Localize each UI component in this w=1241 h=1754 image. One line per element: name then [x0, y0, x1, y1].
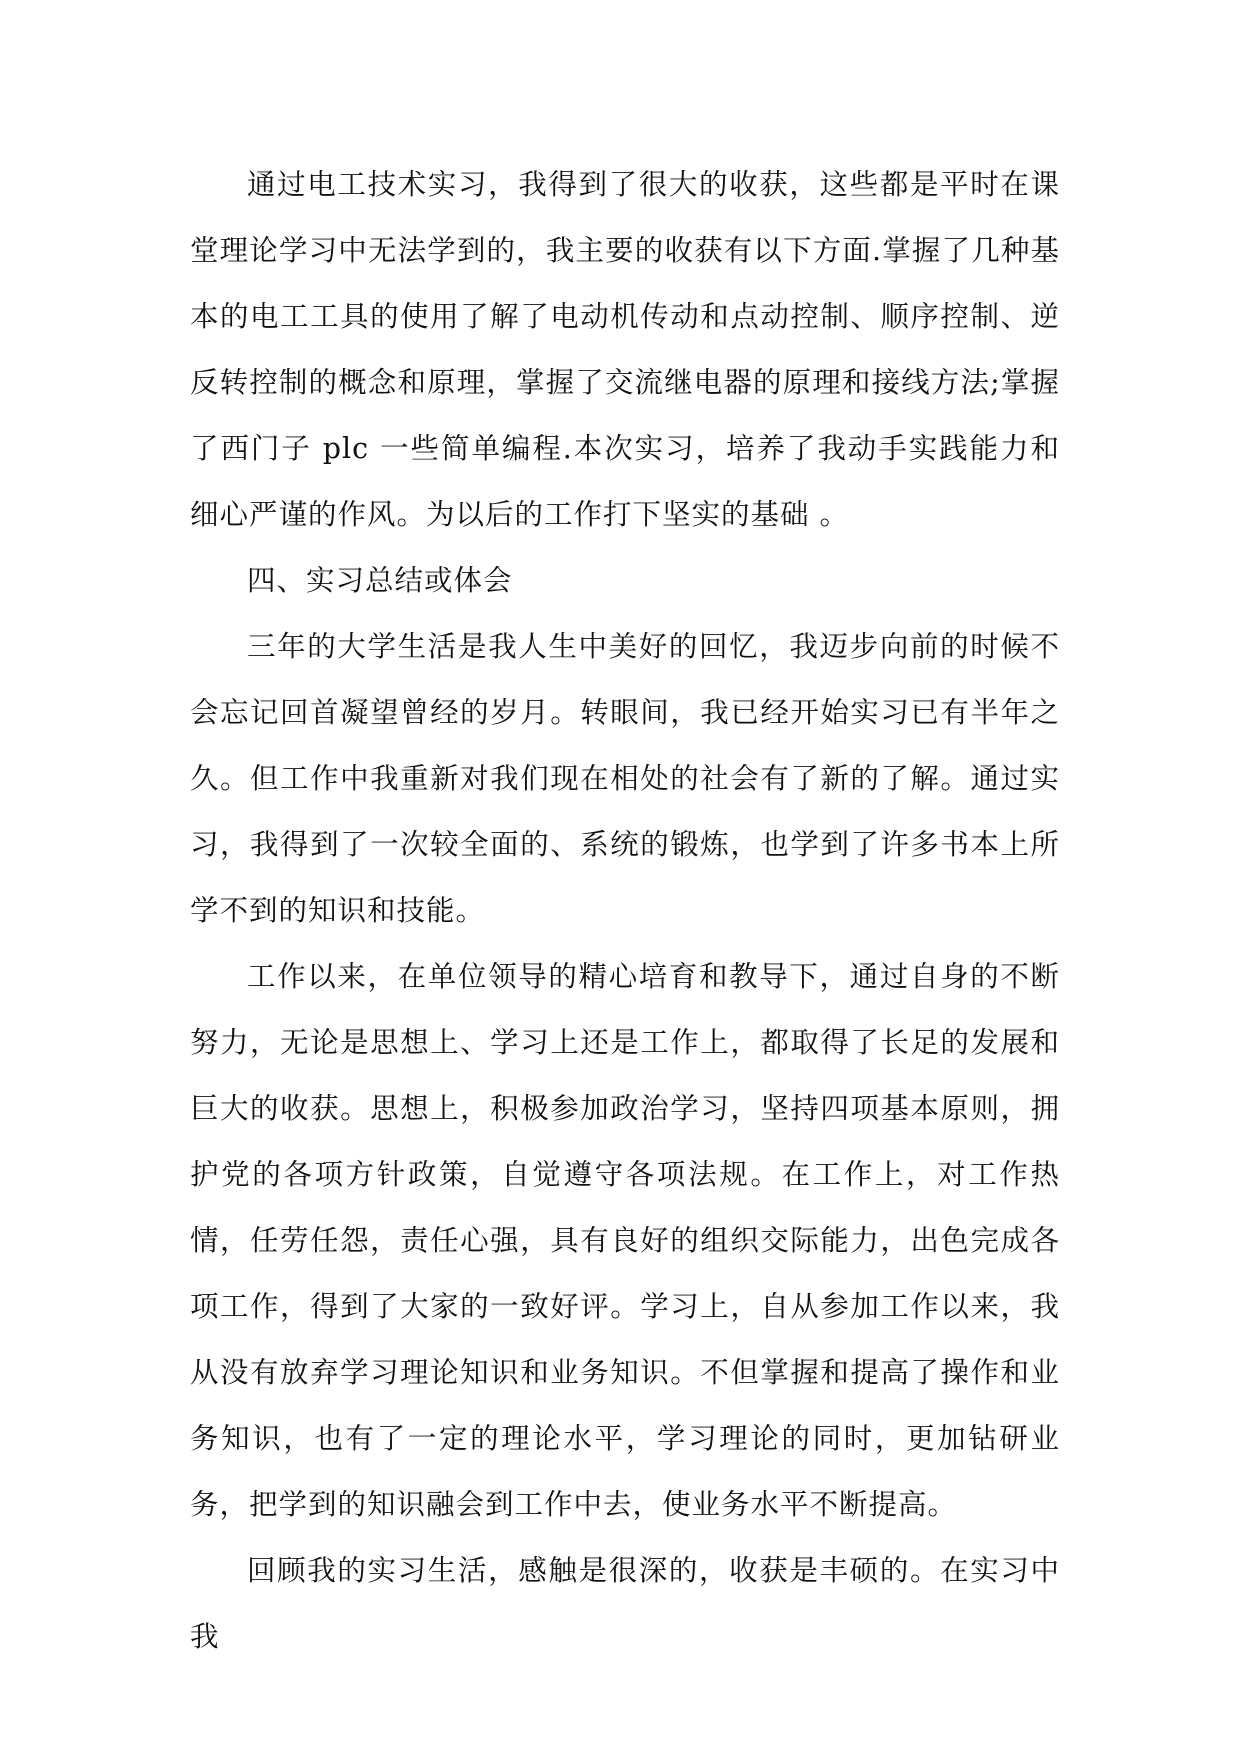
paragraph-university-life: 三年的大学生活是我人生中美好的回忆，我迈步向前的时候不会忘记回首凝望曾经的岁月。转眼间，我已经开始实习已有半年之久。但工作中我重新对我们现在相处的社会有了新的了解。通过实习，我得到了一次较全面的、系统的锻炼，也学到了许多书本上所学不到的知识和技能。: [190, 630, 1060, 927]
section-heading-summary: 四、实习总结或体会: [247, 564, 513, 597]
document-body: [190, 152, 1060, 1670]
paragraph-work-experience: 工作以来，在单位领导的精心培育和教导下，通过自身的不断努力，无论是思想上、学习上还是工作上，都取得了长足的发展和巨大的收获。思想上，积极参加政治学习，坚持四项基本原则，拥护党的各项方针政策，自觉遵守各项法规。在工作上，对工作热情，任劳任怨，责任心强，具有良好的组织交际能力，出色完成各项工作，得到了大家的一致好评。学习上，自从参加工作以来，我从没有放弃学习理论知识和业务知识。不但掌握和提高了操作和业务知识，也有了一定的理论水平，学习理论的同时，更加钻研业务，把学到的知识融会到工作中去，使业务水平不断提高。: [190, 960, 1060, 1521]
paragraph-internship-gains: 通过电工技术实习，我得到了很大的收获，这些都是平时在课堂理论学习中无法学到的，我主要的收获有以下方面.掌握了几种基本的电工工具的使用了解了电动机传动和点动控制、顺序控制、逆反转控制的概念和原理，掌握了交流继电器的原理和接线方法;掌握了西门子 plc 一些简单编程.本次实习，培养了我动手实践能力和细心严谨的作风。为以后的工作打下坚实的基础 。: [190, 168, 1060, 531]
paragraph-review: 回顾我的实习生活，感触是很深的，收获是丰硕的。在实习中我: [190, 1554, 1060, 1653]
